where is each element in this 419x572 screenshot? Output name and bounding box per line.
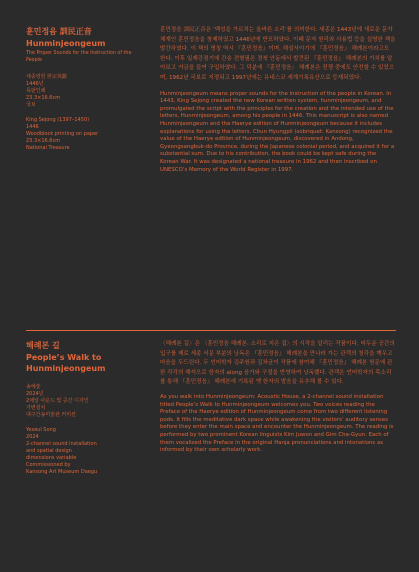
meta-line: 23.3×16.6cm (26, 95, 61, 101)
meta-line: 송예술 (26, 384, 41, 390)
work2-description (160, 340, 396, 455)
work1-info (26, 26, 146, 152)
meta-line: 2024년 (26, 391, 44, 397)
work1-meta-en (26, 117, 146, 152)
meta-line: 가변설치 (26, 405, 46, 411)
meta-line: 세종영헌 世宗英獻 (26, 74, 67, 80)
meta-line: 2-channel sound installation (26, 441, 97, 447)
work2-title-ko: 해례본 길 (26, 341, 60, 350)
meta-line: 국보 (26, 102, 36, 108)
work2-desc-en: As you walk into Hunminjeongeum: Acoustic House, a 2-channel sound installation titled People’s Walk to Hunminjeongeum welcomes you. Two voices reading the Preface of the Haerye edition of Hunminjeongeum come from two different listening pods. It fills the meditative dark space while awakening the visitors’ auditory senses before they enter the main space and encounter the Hunminjeongeum. The reading is performed by two prominent Korean linguists Kim Juwon and Gim Cha-Gyun. Each of them vocalized the Preface in the original Hanja pronunciations and intonations as informed by their own scholarly work. (160, 393, 394, 454)
meta-line: 대구간송미술관 커미션 (26, 412, 76, 418)
meta-line: dimensions variable (26, 455, 77, 461)
meta-line: and spatial design (26, 448, 72, 454)
meta-line: Kansong Art Museum Daegu (26, 469, 98, 475)
meta-line: 목판인쇄 (26, 88, 46, 94)
meta-line: Commissioned by (26, 462, 71, 468)
work1-description (160, 26, 396, 174)
work1-desc-en: Hunminjeongeum means proper sounds for the instruction of the people in Korean. In 1443, King Sejong created the new Korean written system, hunminjeongeum, and promulgated the script with the principles for the creation and the intended use of the letters, Hunminjeongeum, among his people in 1446. This manuscript is also named Hunminjeongeum and the Haerye edition of Hunminjeongeum because it includes explanations for using the letters. Chun Hyungpil (sobriquet: Kansong) recognized the value of the Haerye edition of Hunminjeongeum, discovered in Andong, Gyeongsangbuk-do Province, during the Japanese colonial period, and acquired it for a substantial sum. Due to his contribution, the book could be kept safe during the Korean War. It was designated a national treasure in 1962 and then inscribed on UNESCO’s Memory of the World Register in 1997. (160, 90, 395, 173)
meta-line: Woodblock printing on paper (26, 131, 99, 137)
meta-line: 2채널 사운드 및 공간 디자인 (26, 398, 89, 404)
meta-line: National Treasure (26, 145, 70, 151)
work2-meta-ko (26, 384, 146, 419)
work2-title-en: People’s Walk to Hunminjeongeum (26, 353, 106, 373)
meta-line: King Sejong (1397–1450) (26, 117, 90, 123)
meta-line: 1446 (26, 124, 39, 130)
meta-line: 23.3×16.6cm (26, 138, 61, 144)
work1-meta-ko (26, 74, 146, 109)
work1-title-en: Hunminjeongeum (26, 39, 106, 48)
work1-title-ko: 훈민정음 訓民正音 (26, 27, 92, 36)
meta-line: 1446년 (26, 81, 44, 87)
work2-meta-en (26, 427, 146, 476)
section-divider (26, 330, 396, 331)
work1-desc-ko: 훈민정음 訓民正音은 ‘백성을 가르치는 올바른 소리’를 의미한다. 세종은 1443년에 새로운 문자체계인 훈민정음을 창제하였고 1446년에 반포하였다. 이때 문자 원리와 사용법 등을 설명한 책을 발간하였다. 이 책의 명칭 역시 『훈민정음』이며, 해설서이기에 『훈민정음』 해례본이라고도 한다. 이후 일제강점기에 간송 전형필은 경북 안동에서 발견된 『훈민정음』 해례본의 가치를 알아보고 거금을 들여 구입하였다. 그 덕분에 『훈민정음』 해례본은 전쟁 중에도 안전할 수 있었으며, 1962년 국보로 지정되고 1997년에는 유네스코 세계기록유산으로 등재되었다. (160, 27, 396, 81)
work2-desc-ko: 〈해례본 길〉은 〈훈민정음 해례본: 소리로 지은 집〉의 시작을 알리는 작품이다. 어두운 공간의 입구를 제로 세종 서문 부분의 낭독은 『훈민정음』 해례본을 만나러 가는 관객의 청각을 깨우고 마음을 두드린다. 두 언어학자 김주원과 김차균이 작품에 참여해 『훈민정음』 해례본 원문에 관한 각각의 해석으로 한자의 along 음가와 구절을 반영하여 낭독했다. 관객은 언어학자의 목소리를 통해 『훈민정음』 해례본에 기록된 옛 한자의 발음을 유추해 볼 수 있다. (160, 341, 395, 386)
meta-line: Yeseul Song (26, 427, 56, 433)
work1-subtitle: The Proper Sounds for the Instruction of the People (26, 51, 132, 63)
meta-line: 2024 (26, 434, 39, 440)
work2-info (26, 340, 146, 476)
